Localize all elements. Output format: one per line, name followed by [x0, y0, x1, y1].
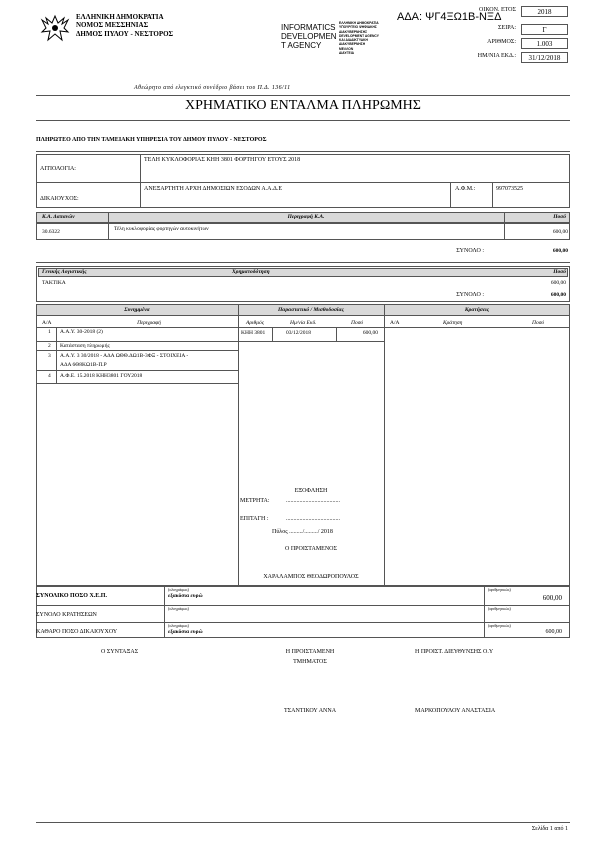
- attachments-col-aa: Α/Α: [42, 320, 52, 326]
- ledger-col-funding: Χρηματοδότηση: [232, 269, 270, 275]
- ada-code: ΑΔΑ: ΨΓ4ΞΩ1Β-ΝΞΔ: [397, 11, 502, 23]
- payable-by: ΠΛΗΡΩΤΕΟ ΑΠΟ ΤΗΝ ΤΑΜΕΙΑΚΗ ΥΠΗΡΕΣΙΑ ΤΟΥ ΔΗΜΟΥ ΠΥΛΟΥ - ΝΕΣΤΟΡΟΣ: [36, 137, 267, 143]
- beneficiary-label: ΔΙΚΑΙΟΥΧΟΣ:: [40, 196, 79, 202]
- rule: [36, 350, 238, 351]
- ida-small-4: DEVELOPMENT AGENCY: [339, 33, 379, 38]
- documents-col-number: Αριθμός: [246, 320, 264, 326]
- ida-small-text: [339, 21, 379, 55]
- documents-col-date: Ημ/νία Εκδ.: [290, 320, 317, 326]
- attachment-aa: 3: [48, 353, 51, 359]
- director-name: ΜΑΡΚΟΠΟΥΛΟΥ ΑΝΑΣΤΑΣΙΑ: [415, 708, 496, 714]
- total-net-words-hint: (ολογράφως): [168, 623, 189, 628]
- total-gross-words: εξακόσια ευρώ: [168, 593, 203, 599]
- expense-row-desc: Τέλη κυκλοφορίας φορτηγών αυτοκινήτων: [114, 226, 209, 232]
- expense-col-code: Κ.Α. Δαπανών: [42, 214, 75, 220]
- rule: [492, 182, 493, 208]
- total-net-amount: 600,00: [545, 629, 562, 635]
- series-field: Γ: [521, 24, 568, 35]
- total-gross-words-hint: (ολογράφως): [168, 587, 189, 592]
- ledger-total-label: ΣΥΝΟΛΟ :: [456, 292, 484, 298]
- rule: [36, 151, 570, 152]
- total-deductions-label: ΣΥΝΟΛΟ ΚΡΑΤΗΣΕΩΝ: [36, 612, 97, 618]
- ida-small-6: ΔΙΑΚΥΒΕΡΝΗΣΗ: [339, 42, 366, 47]
- check-label: ΕΠΙΤΑΓΗ :: [240, 516, 269, 522]
- ledger-col-amount: Ποσό: [553, 269, 566, 275]
- total-net-words: εξακόσια ευρώ: [168, 629, 203, 635]
- afm-value: 997073525: [496, 186, 523, 192]
- beneficiary-value: ΑΝΕΞΑΡΤΗΤΗ ΑΡΧΗ ΔΗΜΟΣΙΩΝ ΕΣΟΔΩΝ Α.Α.Δ.Ε: [144, 186, 283, 192]
- date-field: 31/12/2018: [521, 52, 568, 63]
- title-bottom-rule: [36, 120, 570, 121]
- cash-label: ΜΕΤΡΗΤΑ:: [240, 498, 270, 504]
- number-label: ΑΡΙΘΜΟΣ:: [487, 39, 516, 45]
- expense-row-code: 30.6322: [42, 229, 60, 235]
- date-label: ΗΜ/ΝΙΑ ΕΚΔ.:: [477, 53, 516, 59]
- attachment-desc: Κατάσταση πληρωμής: [60, 343, 110, 349]
- ledger-header: [38, 268, 568, 277]
- ida-line-1: INFORMATICS: [281, 23, 336, 32]
- footer-rule: [36, 822, 570, 823]
- head-name: ΤΣΑΝΤΙΚΟΥ ΑΝΝΑ: [283, 708, 337, 714]
- total-gross-num-hint: (αριθμητικώς): [488, 587, 511, 592]
- exemption-note: Αθεώρητο από ελεγκτικό συνέδριο βάσει του Π.Δ. 136/11: [134, 85, 291, 91]
- director-title: Η ΠΡΟΙΣΤ. ΔΙΕΥΘΥΝΣΗΣ Ο.Υ: [415, 649, 494, 655]
- number-field: 1.003: [521, 38, 568, 49]
- series-label: ΣΕΙΡΑ:: [498, 25, 516, 31]
- expense-col-desc: Περιγραφή Κ.Α.: [287, 214, 325, 220]
- ida-small-5: ΚΑΙ ΔΙΑΔΙΚΤΥΑΚΗ: [339, 38, 368, 43]
- attachment-aa: 2: [48, 343, 51, 349]
- expense-col-amount: Ποσό: [553, 214, 566, 220]
- rule: [56, 327, 57, 383]
- rule: [36, 383, 238, 384]
- rule: [36, 182, 570, 183]
- org-header: [76, 13, 196, 38]
- expense-total-label: ΣΥΝΟΛΟ :: [456, 248, 484, 254]
- greek-emblem-icon: [38, 14, 72, 44]
- documents-col-amount: Ποσό: [351, 320, 364, 326]
- head-title-1: Η ΠΡΟΙΣΤΑΜΕΝΗ: [285, 649, 335, 655]
- attachment-desc: Α.Α.Υ. 3 30/2018 - ΑΔΑ ΩΘΘ.ΔΩ1Β-3ΦΞ - ΣΤΟΙΧΕΙΑ -: [60, 353, 189, 359]
- title-top-rule: [36, 95, 570, 96]
- attachment-desc: Α.Α.Υ. 30-2018 (2): [60, 329, 103, 335]
- rule: [238, 341, 384, 342]
- total-gross-label: ΣΥΝΟΛΙΚΟ ΠΟΣΟ Χ.Ε.Π.: [36, 593, 107, 599]
- year-label: ΟΙΚΟΝ. ΕΤΟΣ: [479, 7, 516, 13]
- ida-small-8: ΔΙΑΥΓΕΙΑ: [339, 51, 355, 56]
- total-deductions-num-hint: (αριθμητικώς): [488, 606, 511, 611]
- ledger-total-value: 600,00: [550, 292, 566, 298]
- rule: [36, 262, 570, 263]
- page-number: Σελίδα 1 από 1: [531, 826, 568, 832]
- rule: [272, 327, 273, 341]
- check-dots: ....................................: [286, 516, 340, 522]
- rule: [140, 154, 141, 208]
- ledger-row-label: ΤΑΚΤΙΚΑ: [42, 280, 66, 286]
- ida-small-2: ΥΠΟΥΡΓΕΙΟ ΨΗΦΙΑΚΗΣ: [339, 25, 377, 30]
- receipt-title: ΕΞΟΦΛΗΣΗ: [294, 488, 328, 494]
- attachment-desc: Α.Φ.Ε. 15.2018 ΚΗΗ3801 ΓΟΥ2018: [60, 373, 143, 379]
- details-frame: [36, 304, 570, 586]
- expense-total-value: 600,00: [552, 248, 568, 254]
- total-net-label: ΚΑΘΑΡΟ ΠΟΣΟ ΔΙΚΑΙΟΥΧΟΥ: [36, 629, 118, 635]
- ledger-row-amount: 600,00: [550, 280, 566, 286]
- reason-label: ΑΙΤΙΟΛΟΓΙΑ:: [40, 166, 76, 172]
- org-line-1: ΕΛΛΗΝΙΚΗ ΔΗΜΟΚΡΑΤΙΑ: [76, 13, 164, 21]
- place-date: Πύλος ........./........./ 2018: [272, 529, 333, 535]
- attachments-col-desc: Περιγραφή: [137, 320, 161, 326]
- deductions-title: Κρατήσεις: [464, 307, 490, 313]
- ida-small-7: ΜΕΛΛΟΝ: [339, 46, 354, 51]
- document-amount: 600,00: [362, 330, 378, 336]
- deductions-col-desc: Κράτηση: [443, 320, 463, 326]
- org-line-2: ΝΟΜΟΣ ΜΕΣΣΗΝΙΑΣ: [76, 21, 149, 30]
- rule: [36, 341, 238, 342]
- afm-label: Α.Φ.Μ.:: [455, 186, 476, 192]
- head-title-2: ΤΜΗΜΑΤΟΣ: [293, 659, 327, 665]
- rule: [36, 370, 238, 371]
- total-deductions-words-hint: (ολογράφως): [168, 606, 189, 611]
- attachments-title: Συνημμένα: [124, 307, 150, 313]
- deductions-col-amount: Ποσό: [532, 320, 545, 326]
- document-number: ΚΗΗ 3801: [241, 330, 266, 336]
- composer-title: Ο ΣΥΝΤΑΞΑΣ: [101, 649, 139, 655]
- rule: [36, 327, 570, 328]
- attachment-aa: 1: [48, 329, 51, 335]
- rule: [238, 304, 239, 586]
- deductions-col-aa: Α/Α: [390, 320, 400, 326]
- ida-small-1: ΕΛΛΗΝΙΚΗ ΔΗΜΟΚΡΑΤΙΑ: [339, 21, 379, 25]
- rule: [164, 586, 165, 638]
- cash-dots: ....................................: [286, 498, 340, 504]
- org-line-3: ΔΗΜΟΣ ΠΥΛΟΥ - ΝΕΣΤΟΡΟΣ: [76, 29, 174, 38]
- total-net-num-hint: (αριθμητικώς): [488, 623, 511, 628]
- documents-title: Παραστατικό / Μισθοδοσίας: [278, 307, 344, 313]
- reason-box: [36, 154, 570, 208]
- year-field: 2018: [521, 6, 568, 17]
- attachment-desc: ΑΔΑ 6Θ8ΚΩ1Β-Π.Ρ: [60, 362, 107, 368]
- ida-small-3: ΔΙΑΚΥΒΕΡΝΗΣΗΣ: [339, 29, 368, 34]
- ida-line-3: T AGENCY: [281, 41, 322, 50]
- document-date: 03/12/2018: [286, 330, 312, 336]
- receiver-name: ΧΑΡΑΛΑΜΠΟΣ ΘΕΟΔΩΡΟΠΟΥΛΟΣ: [263, 574, 359, 580]
- page-title: ΧΡΗΜΑΤΙΚΟ ΕΝΤΑΛΜΑ ΠΛΗΡΩΜΗΣ: [185, 98, 421, 113]
- ida-logo: [281, 23, 337, 50]
- reason-value: ΤΕΛΗ ΚΥΚΛΟΦΟΡΙΑΣ ΚΗΗ 3801 ΦΟΡΤΗΓΟΥ ΕΤΟΥΣ 2018: [144, 157, 301, 163]
- receiver-label: Ο ΠΡΟΙΣΤΑΜΕΝΟΣ: [284, 546, 337, 552]
- rule: [450, 182, 451, 208]
- rule: [384, 304, 385, 586]
- total-gross-amount: 600,00: [542, 594, 562, 602]
- ledger-col-general: Γενικής Λογιστικής: [42, 269, 87, 275]
- ida-line-2: DEVELOPMEN: [281, 32, 337, 41]
- attachment-aa: 4: [48, 373, 51, 379]
- expense-row-amount: 600,00: [552, 229, 568, 235]
